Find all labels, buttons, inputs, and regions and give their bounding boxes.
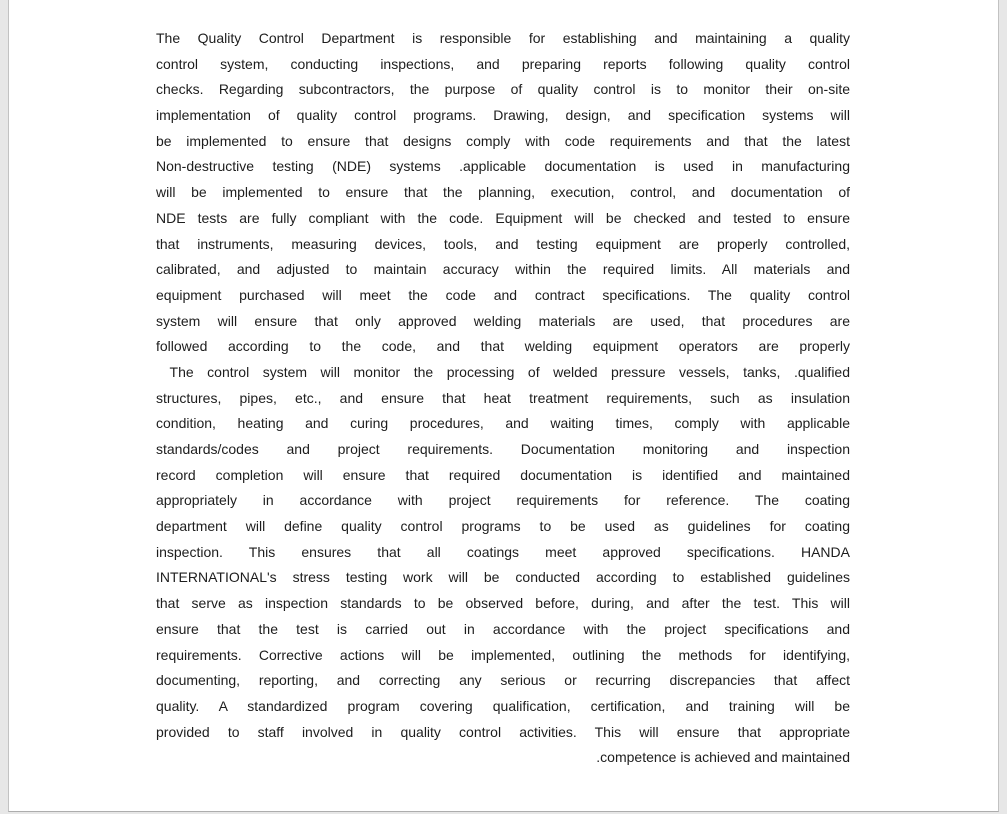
- text-line[interactable]: documenting, reporting, and correcting any serious or recurring discrepancies that affect: [156, 672, 850, 689]
- text-line[interactable]: appropriately in accordance with project requirements for reference. The coating: [156, 492, 850, 509]
- text-line[interactable]: NDE tests are fully compliant with the code. Equipment will be checked and tested to ensure: [156, 209, 850, 226]
- text-line[interactable]: system will ensure that only approved welding materials are used, that procedures are: [156, 312, 850, 329]
- text-line[interactable]: inspection. This ensures that all coatings meet approved specifications. HANDA: [156, 543, 850, 560]
- quality-control-paragraph[interactable]: [156, 26, 850, 771]
- text-line[interactable]: INTERNATIONAL's stress testing work will be conducted according to established guidelines: [156, 569, 850, 586]
- text-line[interactable]: will be implemented to ensure that the planning, execution, control, and documentation of: [156, 184, 850, 201]
- text-line[interactable]: requirements. Corrective actions will be implemented, outlining the methods for identifying,: [156, 646, 850, 663]
- text-line[interactable]: The Quality Control Department is responsible for establishing and maintaining a quality: [156, 30, 850, 46]
- text-line[interactable]: provided to staff involved in quality control activities. This will ensure that appropriate: [156, 723, 850, 740]
- text-line[interactable]: quality. A standardized program covering qualification, certification, and training will be: [156, 697, 850, 714]
- document-page[interactable]: [8, 0, 999, 812]
- text-line[interactable]: condition, heating and curing procedures, and waiting times, comply with applicable: [156, 415, 850, 432]
- text-line[interactable]: checks. Regarding subcontractors, the purpose of quality control is to monitor their on-site: [156, 81, 850, 98]
- text-line[interactable]: The control system will monitor the processing of welded pressure vessels, tanks, .qualified: [156, 363, 850, 380]
- text-line[interactable]: implementation of quality control programs. Drawing, design, and specification systems will: [156, 107, 850, 124]
- text-line[interactable]: equipment purchased will meet the code and contract specifications. The quality control: [156, 286, 850, 303]
- text-line[interactable]: that instruments, measuring devices, tools, and testing equipment are properly controlled,: [156, 235, 850, 252]
- text-line[interactable]: calibrated, and adjusted to maintain accuracy within the required limits. All materials and: [156, 261, 850, 278]
- text-line[interactable]: record completion will ensure that required documentation is identified and maintained: [156, 466, 850, 483]
- text-line[interactable]: standards/codes and project requirements. Documentation monitoring and inspection: [156, 441, 850, 457]
- text-line[interactable]: control system, conducting inspections, and preparing reports following quality control: [156, 55, 850, 72]
- text-line[interactable]: that serve as inspection standards to be observed before, during, and after the test. This will: [156, 595, 850, 612]
- text-line[interactable]: be implemented to ensure that designs comply with code requirements and that the latest: [156, 132, 850, 149]
- text-line[interactable]: followed according to the code, and that welding equipment operators are properly: [156, 338, 850, 355]
- text-line[interactable]: department will define quality control programs to be used as guidelines for coating: [156, 518, 850, 535]
- text-line[interactable]: Non-destructive testing (NDE) systems .applicable documentation is used in manufacturing: [156, 158, 850, 175]
- text-line[interactable]: .competence is achieved and maintained: [596, 749, 850, 766]
- text-line[interactable]: ensure that the test is carried out in accordance with the project specifications and: [156, 620, 850, 637]
- text-line[interactable]: structures, pipes, etc., and ensure that heat treatment requirements, such as insulation: [156, 389, 850, 406]
